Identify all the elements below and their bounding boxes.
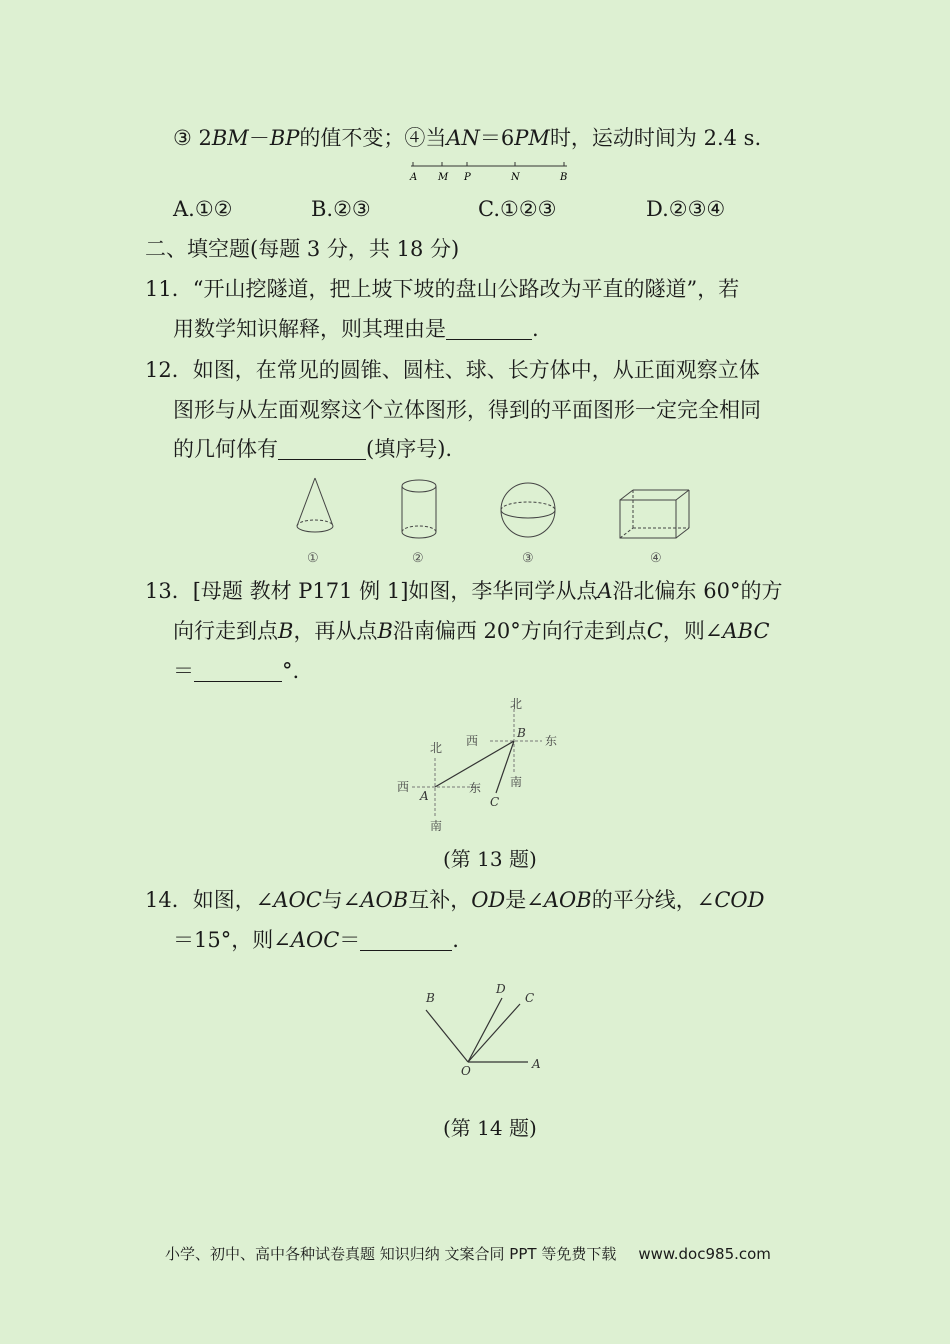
- var-pm: PM: [514, 126, 550, 150]
- q12-line3: [173, 435, 452, 463]
- answer-blank[interactable]: [278, 437, 366, 460]
- text: 与∠: [321, 888, 361, 912]
- answer-blank[interactable]: [360, 928, 452, 951]
- north-label: 北: [430, 741, 443, 755]
- east-label: 东: [545, 734, 558, 748]
- section-title: 二、填空题(每题 3 分，共 18 分): [145, 237, 460, 261]
- point-a-label: A: [420, 789, 429, 803]
- var-od: OD: [471, 888, 506, 912]
- text: 沿南偏西 20°方向行走到点: [392, 619, 647, 643]
- var-bp: BP: [269, 126, 300, 150]
- point-a-label: A: [410, 172, 418, 183]
- text: °.: [282, 659, 300, 683]
- var-c: C: [646, 619, 663, 643]
- q12-line2: 图形与从左面观察这个立体图形，得到的平面图形一定完全相同: [173, 398, 761, 422]
- point-p-label: P: [464, 172, 471, 183]
- east-label: 东: [469, 781, 482, 795]
- shape-label-3: ③: [522, 551, 534, 566]
- text: ，再从点: [293, 619, 378, 643]
- q14-line2: [173, 926, 459, 954]
- text: 用数学知识解释，则其理由是: [173, 317, 446, 341]
- footer-link[interactable]: www.doc985.com: [638, 1245, 771, 1263]
- text: 向行走到点: [173, 619, 278, 643]
- text: －: [248, 126, 270, 150]
- var-aoc: AOC: [273, 888, 322, 912]
- text: ＝: [173, 659, 194, 683]
- angle-figure: [415, 978, 555, 1078]
- cylinder-shape: [402, 480, 436, 538]
- q13-line2: [173, 617, 770, 645]
- sphere-shape: [501, 483, 555, 537]
- option-d[interactable]: D.②③④: [646, 197, 726, 221]
- text: 是∠: [505, 888, 544, 912]
- var-a: A: [597, 579, 613, 603]
- shape-label-1: ①: [307, 551, 319, 566]
- point-a-label: A: [532, 1057, 541, 1071]
- text: ＝: [339, 928, 361, 952]
- solids-figure: [280, 470, 700, 570]
- text: 的几何体有: [173, 437, 278, 461]
- var-an: AN: [446, 126, 480, 150]
- point-d-label: D: [496, 982, 506, 996]
- var-cod: COD: [714, 888, 765, 912]
- var-abc: ABC: [722, 619, 770, 643]
- point-o-label: O: [461, 1064, 471, 1078]
- var-aob: AOB: [543, 888, 592, 912]
- var-aoc: AOC: [290, 928, 340, 952]
- north-label: 北: [510, 697, 523, 711]
- footer: [165, 1243, 771, 1264]
- q13-line3: [173, 657, 299, 685]
- q10-statement-line: [173, 124, 761, 152]
- answer-blank[interactable]: [194, 659, 282, 682]
- q11-line1: 11．“开山挖隧道，把上坡下坡的盘山公路改为平直的隧道”，若: [145, 277, 740, 301]
- text: 时，运动时间为 2.4 s.: [549, 126, 762, 150]
- text: ＝6: [479, 126, 515, 150]
- south-label: 南: [430, 819, 443, 833]
- south-label: 南: [510, 775, 523, 789]
- cuboid-shape: [620, 490, 689, 538]
- west-label: 西: [397, 780, 410, 794]
- text: ＝15°，则∠: [173, 928, 291, 952]
- footer-text: 小学、初中、高中各种试卷真题 知识归纳 文案合同 PPT 等免费下载: [165, 1245, 617, 1263]
- var-bm: BM: [211, 126, 249, 150]
- var-aob: AOB: [360, 888, 409, 912]
- point-b-label: B: [560, 172, 568, 183]
- cone-shape: [297, 478, 333, 532]
- text: 的值不变；④当: [299, 126, 447, 150]
- text: .: [452, 928, 459, 952]
- option-c[interactable]: C.①②③: [478, 197, 557, 221]
- shape-label-4: ④: [650, 551, 662, 566]
- text: (填序号).: [366, 437, 453, 461]
- figure-caption-14: (第 14 题): [443, 1116, 537, 1140]
- point-b-label: B: [517, 726, 526, 740]
- figure-caption-13: (第 13 题): [443, 847, 537, 871]
- point-n-label: N: [511, 172, 520, 183]
- number-line-figure: [405, 158, 575, 188]
- point-c-label: C: [525, 991, 535, 1005]
- west-label: 西: [466, 734, 479, 748]
- text: 沿北偏东 60°的方: [612, 579, 783, 603]
- shape-label-2: ②: [412, 551, 424, 566]
- text: 14．如图，∠: [145, 888, 274, 912]
- answer-blank[interactable]: [446, 317, 532, 340]
- point-b-label: B: [426, 991, 435, 1005]
- text: ，则∠: [662, 619, 723, 643]
- direction-figure: [390, 690, 570, 835]
- q12-line1: 12．如图，在常见的圆锥、圆柱、球、长方体中，从正面观察立体: [145, 358, 760, 382]
- var-b: B: [377, 619, 393, 643]
- option-b[interactable]: B.②③: [311, 197, 371, 221]
- text: .: [532, 317, 539, 341]
- text: 互补，: [408, 888, 472, 912]
- point-m-label: M: [438, 172, 449, 183]
- q14-line1: [145, 886, 764, 914]
- text: ③ 2: [173, 126, 212, 150]
- option-a[interactable]: A.①②: [173, 197, 233, 221]
- text: 13．[母题 教材 P171 例 1]如图，李华同学从点: [145, 579, 598, 603]
- var-b: B: [278, 619, 294, 643]
- q13-line1: [145, 577, 782, 605]
- text: 的平分线，∠: [591, 888, 715, 912]
- q11-line2: [173, 315, 539, 343]
- point-c-label: C: [490, 795, 500, 809]
